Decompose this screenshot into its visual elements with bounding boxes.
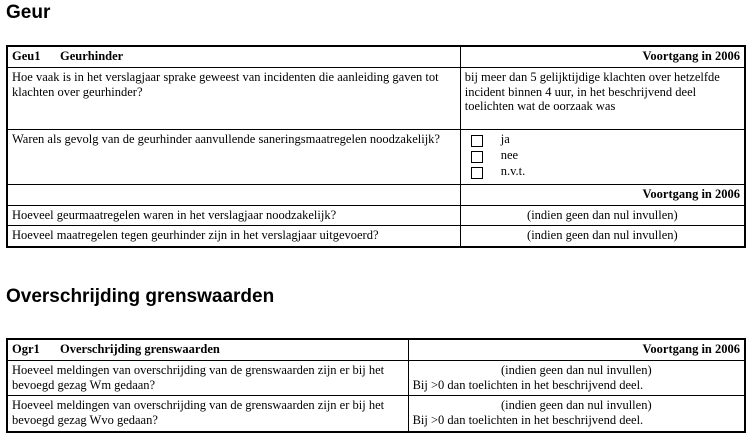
answer-cell: (indien geen dan nul invullen) bbox=[460, 226, 745, 247]
checkbox-label: nee bbox=[500, 147, 519, 162]
header-label: Geurhinder bbox=[60, 49, 124, 63]
question-cell: Hoe vaak is in het verslagjaar sprake geweest van incidenten die aanleiding gaven tot klachten over geurhinder? bbox=[7, 67, 460, 129]
table-overschrijding bbox=[6, 338, 746, 433]
header-cell-left bbox=[7, 339, 408, 360]
header-code: Geu1 bbox=[12, 49, 41, 63]
question-cell: Waren als gevolg van de geurhinder aanvullende saneringsmaatregelen noodzakelijk? bbox=[7, 129, 460, 184]
page-title-overschrijding: Overschrijding grenswaarden bbox=[6, 286, 275, 307]
checkbox-option-nee[interactable] bbox=[465, 149, 740, 163]
header-cell-left bbox=[7, 46, 460, 67]
checkbox-icon[interactable] bbox=[471, 167, 483, 179]
subheader-cell-left bbox=[7, 184, 460, 205]
answer-cell-checkboxes bbox=[460, 129, 745, 184]
table-row bbox=[7, 226, 745, 247]
question-cell: Hoeveel maatregelen tegen geurhinder zijn in het verslagjaar uitgevoerd? bbox=[7, 226, 460, 247]
answer-line-1: (indien geen dan nul invullen) bbox=[500, 398, 652, 413]
answer-cell: (indien geen dan nul invullen) bbox=[460, 205, 745, 226]
answer-line-2: Bij >0 dan toelichten in het beschrijvend deel. bbox=[412, 413, 644, 427]
checkbox-option-nvt[interactable] bbox=[465, 165, 740, 179]
checkbox-icon[interactable] bbox=[471, 135, 483, 147]
header-code: Ogr1 bbox=[12, 342, 40, 356]
question-cell: Hoeveel geurmaatregelen waren in het verslagjaar noodzakelijk? bbox=[7, 205, 460, 226]
table-row bbox=[7, 129, 745, 184]
table-row bbox=[7, 360, 745, 396]
header-cell-right: Voortgang in 2006 bbox=[408, 339, 745, 360]
header-cell-right: Voortgang in 2006 bbox=[460, 46, 745, 67]
table-row bbox=[7, 67, 745, 129]
checkbox-label: ja bbox=[500, 131, 510, 146]
table-row bbox=[7, 205, 745, 226]
answer-cell bbox=[408, 396, 745, 432]
checkbox-icon[interactable] bbox=[471, 151, 483, 163]
table-geur bbox=[6, 45, 746, 248]
table-subheader-row bbox=[7, 184, 745, 205]
page-title-geur: Geur bbox=[6, 2, 51, 23]
checkbox-option-ja[interactable] bbox=[465, 133, 740, 147]
answer-line-2: Bij >0 dan toelichten in het beschrijvend deel. bbox=[412, 377, 644, 392]
subheader-cell-right: Voortgang in 2006 bbox=[460, 184, 745, 205]
table-header-row bbox=[7, 339, 745, 360]
question-cell: Hoeveel meldingen van overschrijding van de grenswaarden zijn er bij het bevoegd gezag Wm gedaan? bbox=[7, 360, 408, 396]
question-cell: Hoeveel meldingen van overschrijding van de grenswaarden zijn er bij het bevoegd gezag Wvo gedaan? bbox=[7, 396, 408, 432]
table-header-row bbox=[7, 46, 745, 67]
answer-cell bbox=[408, 360, 745, 396]
answer-line-1: (indien geen dan nul invullen) bbox=[500, 362, 652, 377]
header-label: Overschrijding grenswaarden bbox=[60, 342, 220, 356]
checkbox-label: n.v.t. bbox=[500, 163, 526, 178]
answer-cell: bij meer dan 5 gelijktijdige klachten over hetzelfde incident binnen 4 uur, in het beschrijvend deel toelichten wat de oorzaak was bbox=[460, 67, 745, 129]
table-row bbox=[7, 396, 745, 432]
